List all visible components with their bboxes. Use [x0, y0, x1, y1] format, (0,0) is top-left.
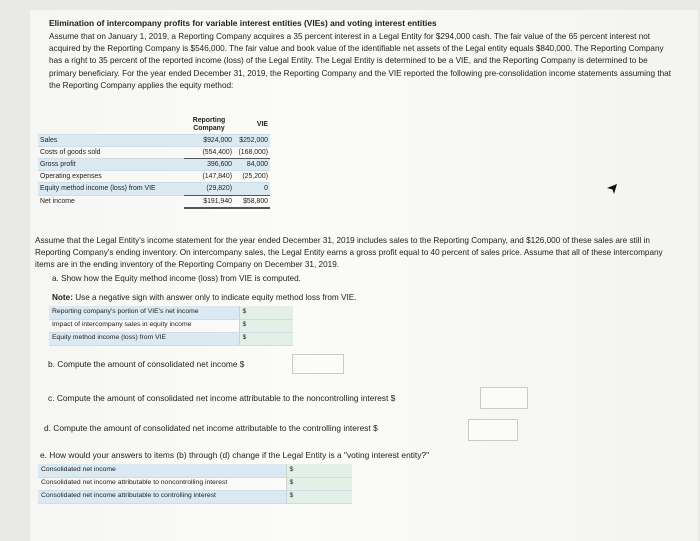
dollar-prefix: $ [242, 307, 247, 315]
income-statement-table [38, 116, 270, 209]
voting-consolidated-net-income-input[interactable] [286, 464, 352, 477]
rc-value: 396,600 [184, 159, 234, 171]
row-label: Equity method income (loss) from VIE [38, 183, 184, 195]
note-label: Note: [52, 293, 73, 302]
header-reporting-company: Reporting Company [192, 117, 226, 132]
row-label: Equity method income (loss) from VIE [49, 332, 239, 345]
table-row [49, 319, 293, 332]
noncontrolling-interest-input[interactable] [480, 387, 528, 409]
part-b-question: b. Compute the amount of consolidated net income $ [48, 359, 245, 369]
intro-paragraph: Assume that on January 1, 2019, a Reporting Company acquires a 35 percent interest in a Legal Entity for $294,000 cash. The fair value of the 65 percent interest not acquired by the Reporting Company is $546,000. The fair value and book value of the identifiable net assets of the Legal entity equals $840,000. The Reporting Company has a right to 35 percent of the reported income (loss) of the Legal Entity. The Legal Entity is determined to be a VIE, and the Reporting Company is determined to be primary beneficiary. For the year ended December 31, 2019, the Reporting Company and the VIE reported the following pre-consolidation income statements assuming that the Reporting Company applies the equity method: [49, 32, 671, 90]
row-label: Costs of goods sold [38, 147, 184, 159]
portion-net-income-input[interactable] [239, 306, 293, 319]
vie-value: $252,000 [234, 135, 270, 147]
voting-controlling-input[interactable] [286, 490, 352, 503]
table-row [38, 195, 270, 208]
vie-value: 0 [234, 183, 270, 195]
part-a-note [52, 293, 356, 304]
table-row [38, 171, 270, 183]
row-label: Consolidated net income [38, 464, 286, 477]
dollar-prefix: $ [289, 492, 294, 500]
dollar-prefix: $ [242, 321, 247, 329]
table-row [38, 159, 270, 171]
row-label: Consolidated net income attributable to noncontrolling interest [38, 477, 286, 490]
rc-value: $924,000 [184, 135, 234, 147]
controlling-interest-input[interactable] [468, 419, 518, 441]
row-label: Impact of intercompany sales in equity income [49, 319, 239, 332]
part-a-question: a. Show how the Equity method income (loss) from VIE is computed. [52, 274, 301, 283]
equity-income-input[interactable] [239, 332, 293, 345]
vie-value: $58,800 [234, 195, 270, 208]
dollar-prefix: $ [289, 479, 294, 487]
intercompany-impact-input[interactable] [239, 319, 293, 332]
consolidated-net-income-input[interactable] [292, 354, 344, 374]
problem-title: Elimination of intercompany profits for variable interest entities (VIEs) and voting interest entities [49, 18, 437, 28]
intercompany-paragraph: Assume that the Legal Entity's income statement for the year ended December 31, 2019 includes sales to the Reporting Company, and $126,000 of these sales are still in Reporting Company's ending inventory. On intercompany sales, the Legal Entity earns a gross profit equal to 40 percent of sales price. Assume that all of these intercompany items are in the ending inventory of the Reporting Company on December 31, 2019. [35, 236, 663, 270]
table-row [49, 332, 293, 345]
table-row [38, 464, 352, 477]
part-c-question: c. Compute the amount of consolidated net income attributable to the noncontrolling interest $ [48, 393, 396, 403]
rc-value: (147,840) [184, 171, 234, 183]
row-label: Net income [38, 195, 184, 208]
table-row [38, 183, 270, 195]
rc-value: (29,820) [184, 183, 234, 195]
table-row [38, 490, 352, 503]
row-label: Consolidated net income attributable to controlling interest [38, 490, 286, 503]
table-row [38, 147, 270, 159]
vie-value: 84,000 [234, 159, 270, 171]
equity-method-table [49, 306, 293, 346]
row-label: Operating expenses [38, 171, 184, 183]
row-label: Gross profit [38, 159, 184, 171]
vie-value: (25,200) [234, 171, 270, 183]
voting-interest-table [38, 464, 352, 504]
row-label: Sales [38, 135, 184, 147]
note-text: Use a negative sign with answer only to indicate equity method loss from VIE. [75, 293, 357, 302]
rc-value: $191,940 [184, 195, 234, 208]
dollar-prefix: $ [289, 465, 294, 473]
part-e-question: e. How would your answers to items (b) through (d) change if the Legal Entity is a "voting interest entity?" [40, 450, 430, 460]
table-row [38, 477, 352, 490]
vie-value: (168,000) [234, 147, 270, 159]
table-header-row [38, 116, 270, 135]
part-d-question: d. Compute the amount of consolidated net income attributable to the controlling interest $ [44, 423, 378, 433]
rc-value: (554,400) [184, 147, 234, 159]
row-label: Reporting company's portion of VIE's net income [49, 306, 239, 319]
voting-noncontrolling-input[interactable] [286, 477, 352, 490]
mouse-cursor-icon [606, 183, 618, 195]
dollar-prefix: $ [242, 334, 247, 342]
header-vie: VIE [256, 121, 268, 128]
table-row [38, 135, 270, 147]
table-row [49, 306, 293, 319]
